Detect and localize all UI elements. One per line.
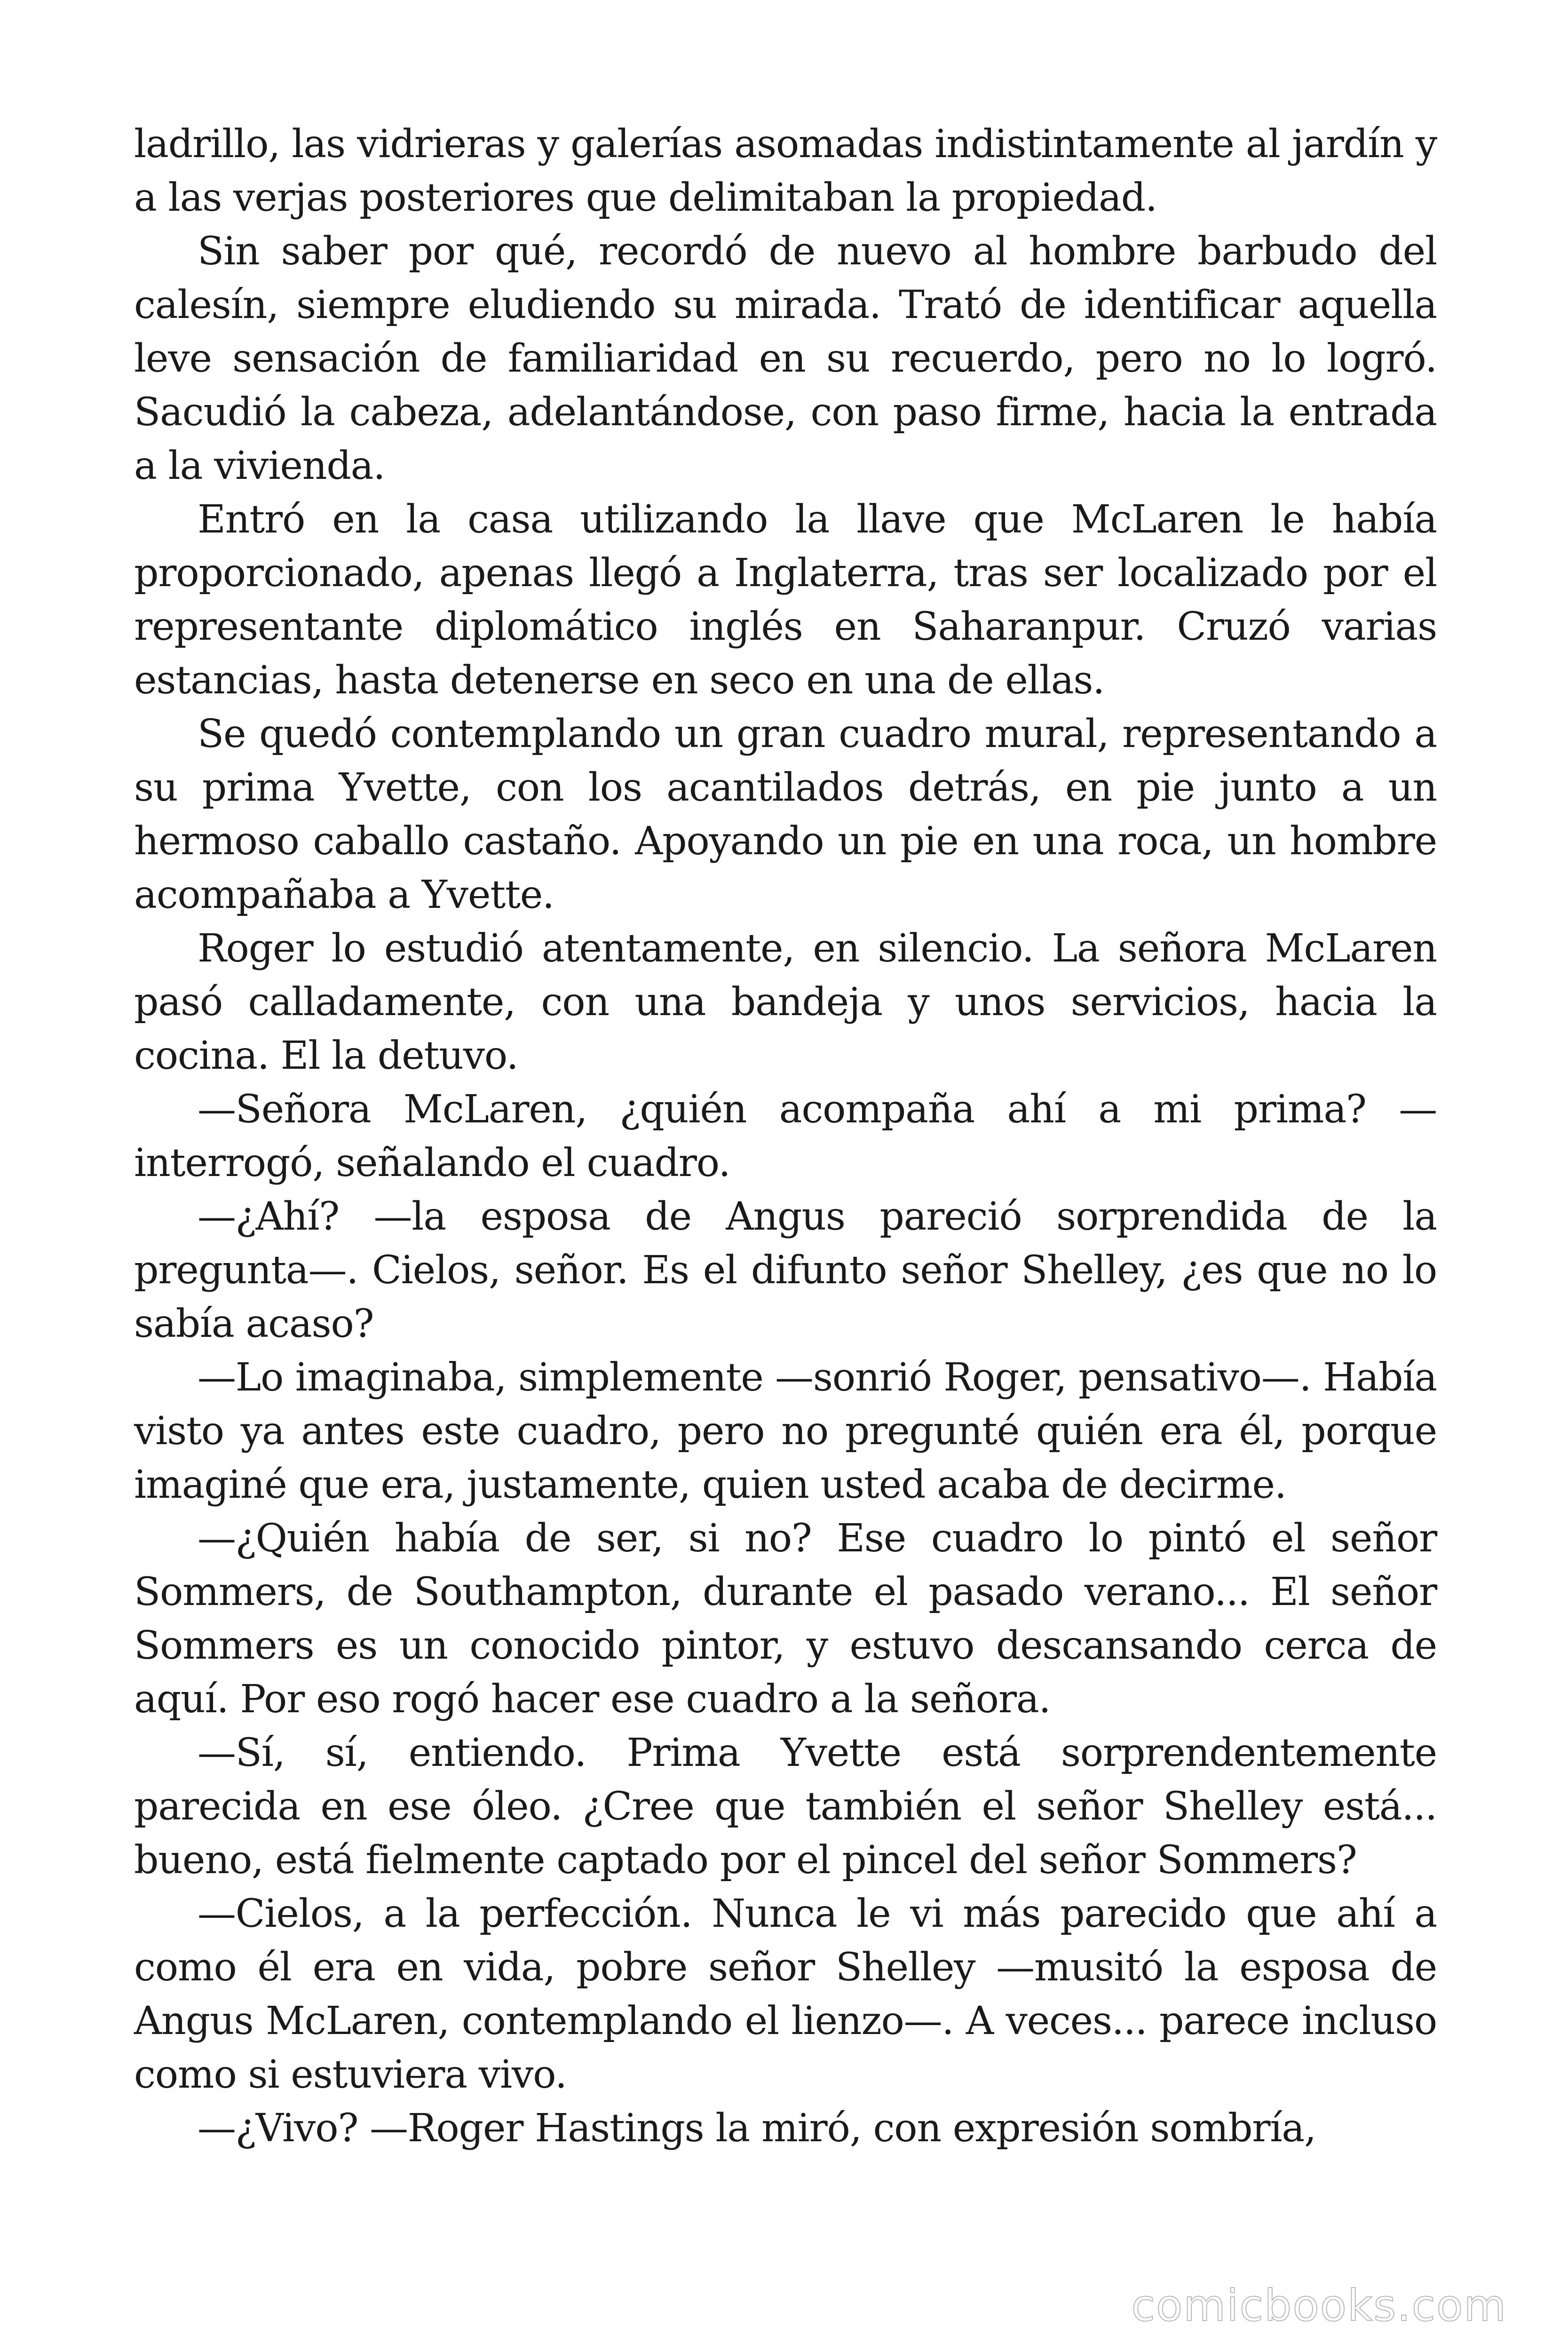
paragraph-3: Entró en la casa utilizando la llave que McLaren le había proporcionado, apenas llegó a Inglaterra, tras ser localizado por el representante diplomático inglés en Saharanpur. Cruzó varias estancias, hasta detenerse en seco en una de ellas. bbox=[134, 497, 1437, 703]
paragraph-11: —Cielos, a la perfección. Nunca le vi más parecido que ahí a como él era en vida, pobre señor Shelley —musitó la esposa de Angus McLaren, contemplando el lienzo—. A veces... parece incluso como si estuviera vivo. bbox=[134, 1891, 1437, 2097]
paragraph-8: —Lo imaginaba, simplemente —sonrió Roger, pensativo—. Había visto ya antes este cuadro, pero no pregunté quién era él, porque imaginé que era, justamente, quien usted acaba de decirme. bbox=[134, 1355, 1437, 1507]
book-page bbox=[134, 118, 1437, 2234]
paragraph-7: —¿Ahí? —la esposa de Angus pareció sorprendida de la pregunta—. Cielos, señor. Es el difunto señor Shelley, ¿es que no lo sabía acaso? bbox=[134, 1194, 1437, 1346]
paragraph-2: Sin saber por qué, recordó de nuevo al hombre barbudo del calesín, siempre eludiendo su mirada. Trató de identificar aquella leve sensación de familiaridad en su recuerdo, pero no lo logró. Sacudió la cabeza, adelantándose, con paso firme, hacia la entrada a la vivienda. bbox=[134, 229, 1437, 488]
paragraph-12: —¿Vivo? —Roger Hastings la miró, con expresión sombría, bbox=[198, 2106, 1316, 2151]
paragraph-4: Se quedó contemplando un gran cuadro mural, representando a su prima Yvette, con los acantilados detrás, en pie junto a un hermoso caballo castaño. Apoyando un pie en una roca, un hombre acompañaba a Yvette. bbox=[134, 712, 1437, 917]
watermark: comicbooks.com bbox=[1131, 2280, 1507, 2331]
paragraph-9: —¿Quién había de ser, si no? Ese cuadro lo pintó el señor Sommers, de Southampton, durante el pasado verano... El señor Sommers es un conocido pintor, y estuvo descansando cerca de aquí. Por eso rogó hacer ese cuadro a la señora. bbox=[134, 1516, 1437, 1722]
paragraph-5: Roger lo estudió atentamente, en silencio. La señora McLaren pasó calladamente, con una bandeja y unos servicios, hacia la cocina. El la detuvo. bbox=[134, 926, 1437, 1078]
paragraph-1: ladrillo, las vidrieras y galerías asomadas indistintamente al jardín y a las verjas posteriores que delimitaban la propiedad. bbox=[134, 122, 1437, 220]
paragraph-6: —Señora McLaren, ¿quién acompaña ahí a mi prima? —interrogó, señalando el cuadro. bbox=[134, 1087, 1437, 1185]
paragraph-10: —Sí, sí, entiendo. Prima Yvette está sorprendentemente parecida en ese óleo. ¿Cree que también el señor Shelley está... bueno, está fielmente captado por el pincel del señor Sommers? bbox=[134, 1731, 1437, 1883]
